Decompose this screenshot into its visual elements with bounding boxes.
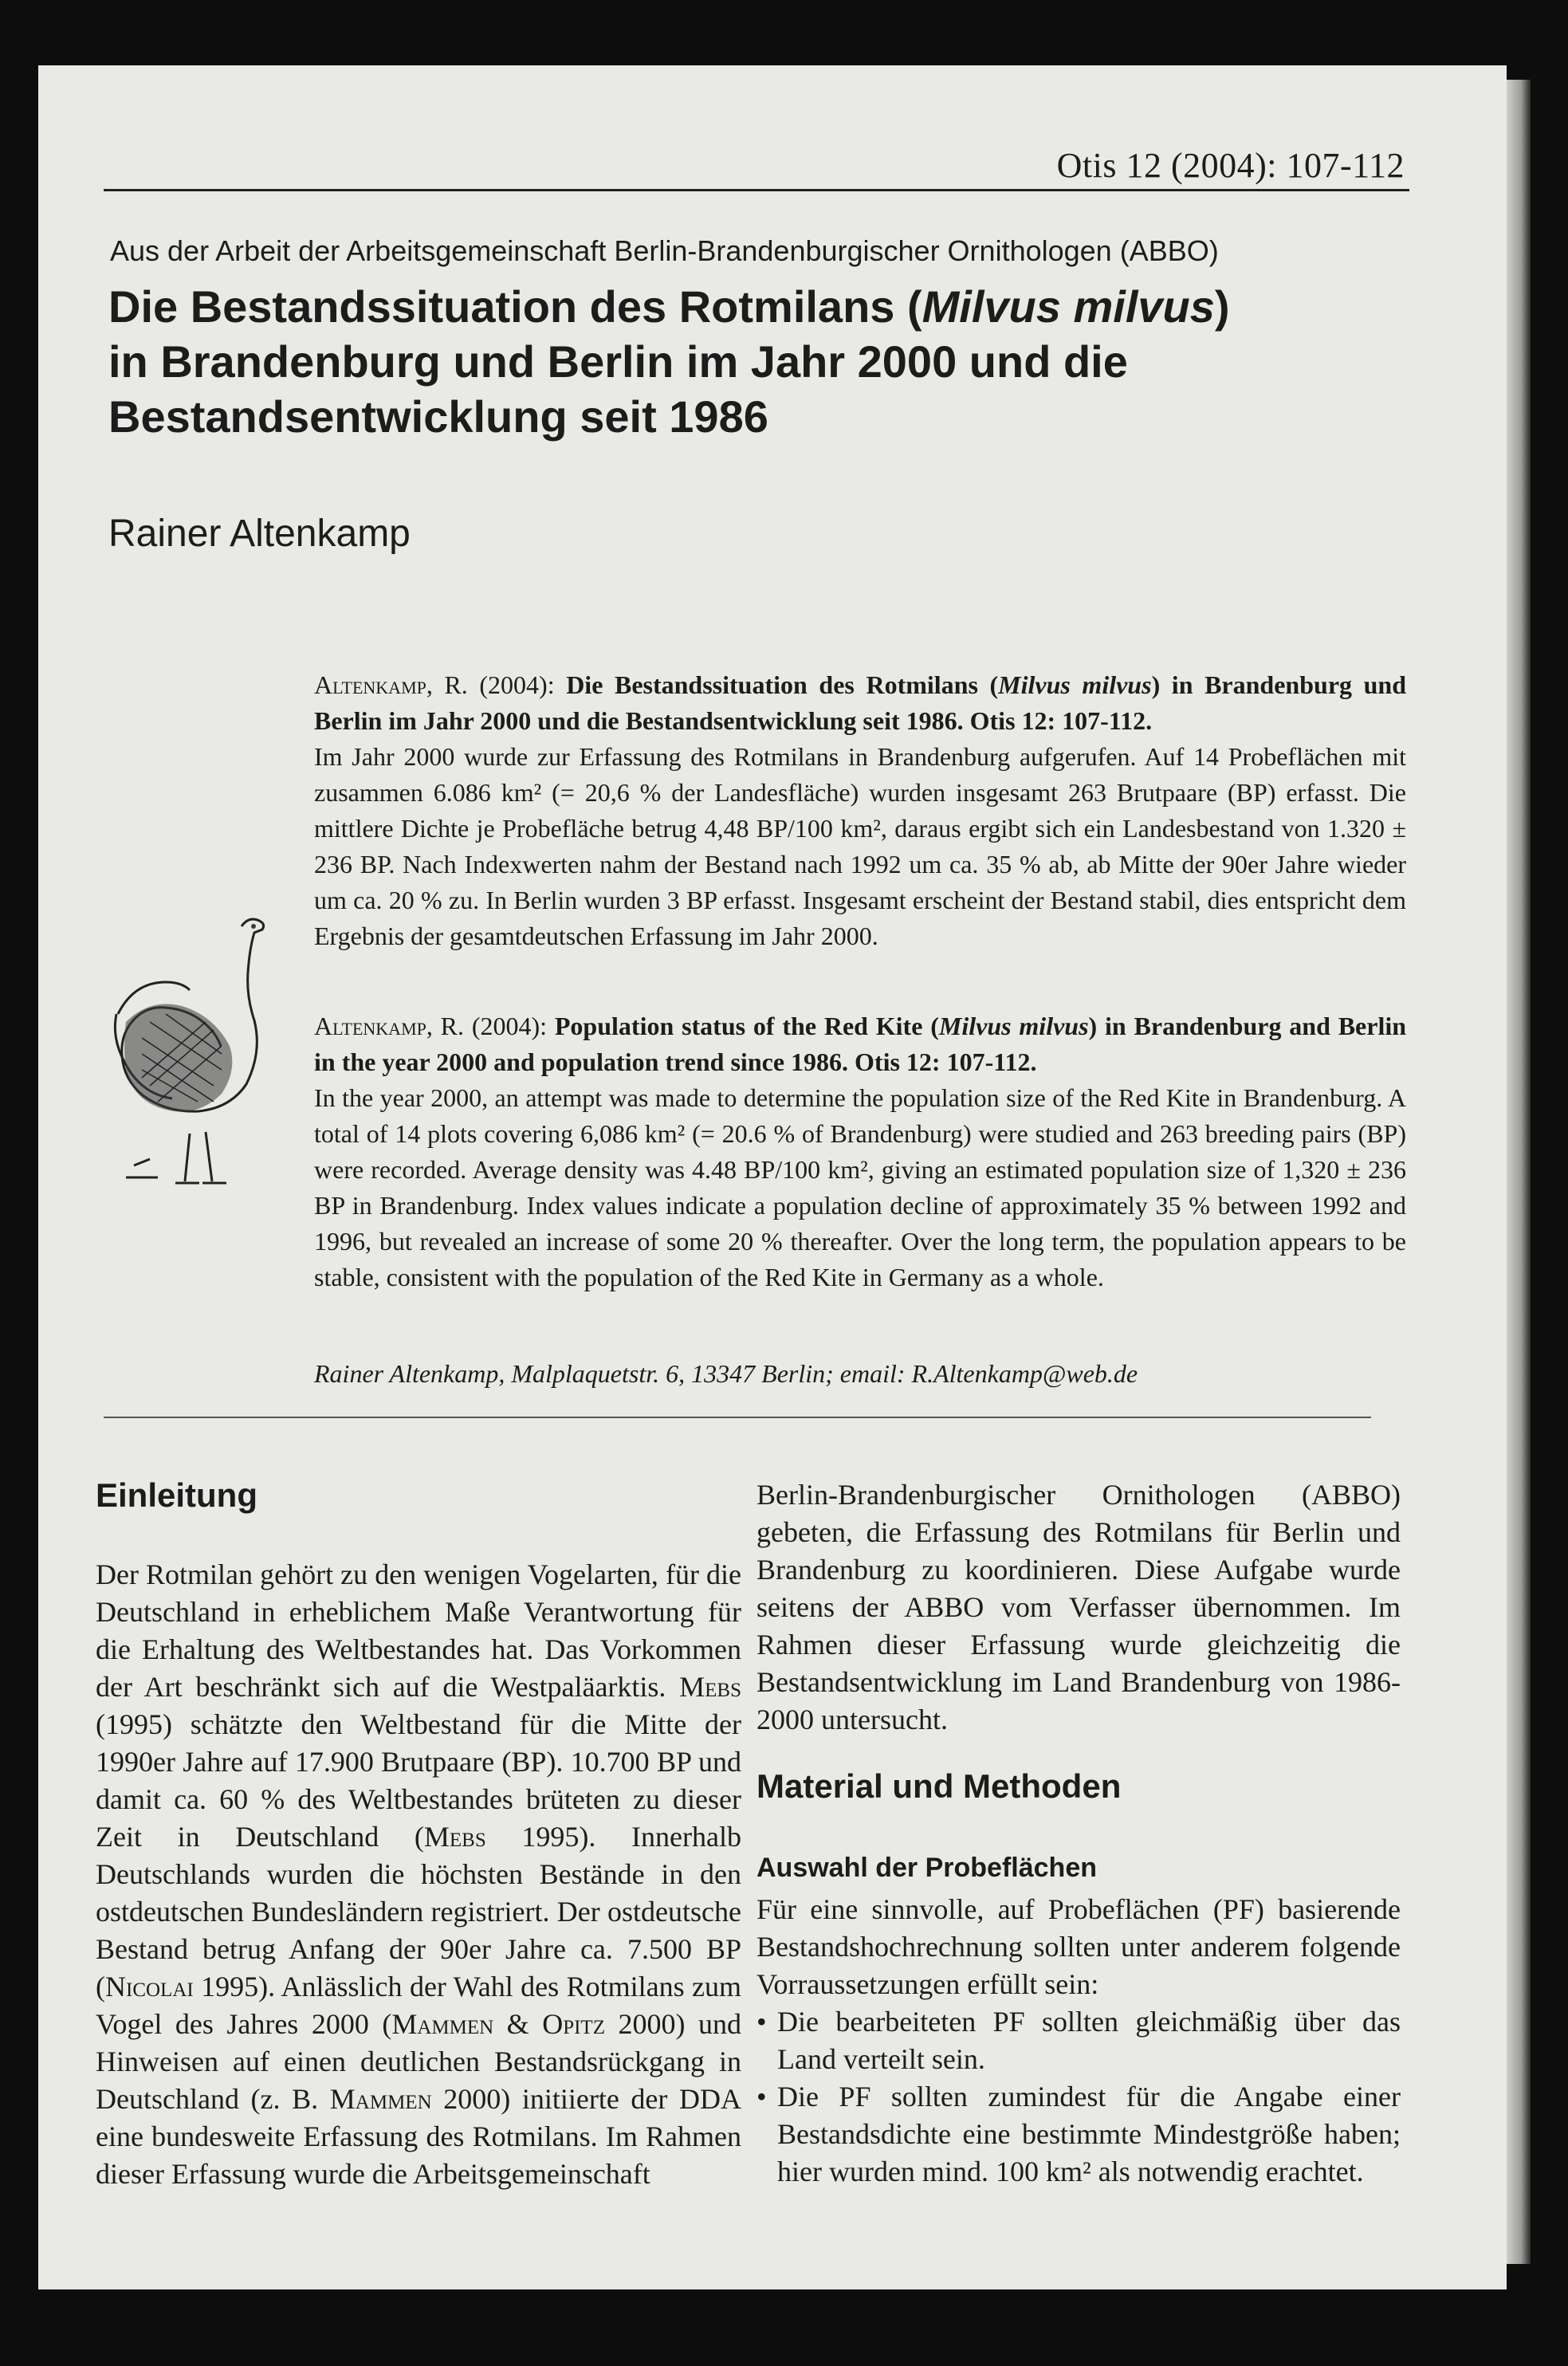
article-title xyxy=(108,279,1384,444)
abstract-en-ref-species: Milvus milvus xyxy=(938,1012,1089,1040)
bleed-through-text: ⠀ xyxy=(62,142,86,178)
list-item: • Die PF sollten zumindest für die Angabe einer Bestandsdichte eine bestimmte Mindestgröße haben; hier wurden mind. 100 km² als notwendig erachtet. xyxy=(756,2078,1401,2191)
einleitung-text xyxy=(96,1556,741,2193)
title-species: Milvus milvus xyxy=(922,281,1215,332)
criteria-list xyxy=(756,2003,1401,2191)
einleitung-continued xyxy=(756,1476,1401,1739)
bustard-logo-icon xyxy=(102,894,301,1197)
einleitung-p3: 1995). Innerhalb Deutschlands wurden die höchsten Bestände in den ostdeutschen Bundesländern registriert. Der ostdeutsche Bestand betrug Anfang der 90er Jahre ca. 7.500 BP ( xyxy=(96,1821,741,2002)
list-item: • Die bearbeiteten PF sollten gleichmäßig über das Land verteilt sein. xyxy=(756,2003,1401,2078)
cite-opitz: Opitz xyxy=(542,2008,605,2040)
heading-einleitung: Einleitung xyxy=(96,1476,257,1514)
einleitung-p6: 2000) initiierte der DDA eine bundesweite Erfassung des Rotmilans. Im Rahmen dieser Erfassung wurde die Arbeitsgemeinschaft xyxy=(96,2083,742,2190)
einleitung-continued-text: Berlin-Brandenburgischer Ornithologen (ABBO) gebeten, die Erfassung des Rotmilans für Berlin und Brandenburg zu koordinieren. Diese Aufgabe wurde seitens der ABBO vom Verfasser übernommen. Im Rahmen dieser Erfassung wurde gleichzeitig die Bestandsentwicklung im Land Brandenburg von 1986-2000 untersucht. xyxy=(756,1479,1401,1735)
abstract-de-ref-author: Altenkamp, R. (2004): xyxy=(314,670,567,699)
einleitung-p2: (1995) schätzte den Weltbestand für die Mitte der 1990er Jahre auf 17.900 Brutpaare (BP). 10.700 BP und damit ca. 60 % des Weltbestandes brüteten zu dieser Zeit in Deutschland ( xyxy=(96,1708,741,1853)
subheading-auswahl: Auswahl der Probeflächen xyxy=(756,1853,1097,1883)
abstract-en-ref-title-pre: Population status of the Red Kite ( xyxy=(554,1012,939,1040)
title-line2: in Brandenburg und Berlin im Jahr 2000 und die xyxy=(108,336,1128,387)
page-edge-shadow xyxy=(1507,80,1531,2264)
methoden-text xyxy=(756,1891,1401,2191)
abstract-de-ref-title-post: ) in Brandenburg und Berlin im Jahr 2000 und die Bestandsentwicklung seit 1986. Otis 12: 107-112. xyxy=(314,670,1407,735)
einleitung-paragraph xyxy=(96,1556,741,2193)
einleitung-p4: 1995). Anlässlich der Wahl des Rotmilans zum Vogel des Jahres 2000 ( xyxy=(96,1971,741,2040)
abstract-english xyxy=(314,1008,1406,1295)
abstract-de-body: Im Jahr 2000 wurde zur Erfassung des Rotmilans in Brandenburg aufgerufen. Auf 14 Probeflächen mit zusammen 6.086 km² (= 20,6 % der Landesfläche) wurden insgesamt 263 Brutpaare (BP) erfasst. Die mittlere Dichte je Probefläche betrug 4,48 BP/100 km², daraus ergibt sich ein Landesbestand von 1.320 ± 236 BP. Nach Indexwerten nahm der Bestand nach 1992 um ca. 35 % ab, ab Mitte der 90er Jahre wieder um ca. 20 % zu. In Berlin wurden 3 BP erfasst. Insgesamt erscheint der Bestand stabil, dies entspricht dem Ergebnis der gesamtdeutschen Erfassung im Jahr 2000. xyxy=(314,742,1406,950)
cite-mebs-2: Mebs xyxy=(423,1821,486,1853)
einleitung-p5: 2000) und Hinweisen auf einen deutlichen Bestandsrückgang in Deutschland (z. B. xyxy=(96,2008,741,2115)
cite-mammen: Mammen xyxy=(391,2008,494,2040)
series-kicker: Aus der Arbeit der Arbeitsgemeinschaft Berlin-Brandenburgischer Ornithologen (ABBO) xyxy=(110,234,1219,267)
cite-nicolai: Nicolai xyxy=(105,1971,194,2002)
title-line3: Bestandsentwicklung seit 1986 xyxy=(108,391,768,442)
methoden-intro: Für eine sinnvolle, auf Probeflächen (PF) basierende Bestandshochrechnung sollten unter anderem folgende Vorraussetzungen erfüllt sein: xyxy=(756,1893,1401,2000)
journal-page xyxy=(38,65,1507,2289)
abstract-en-ref-author: Altenkamp, R. (2004): xyxy=(314,1012,555,1040)
title-line1-pre: Die Bestandssituation des Rotmilans ( xyxy=(108,281,922,332)
abstract-en-body: In the year 2000, an attempt was made to determine the population size of the Red Kite in Brandenburg. A total of 14 plots covering 6,086 km² (= 20.6 % of Brandenburg) were studied and 263 breeding pairs (BP) were recorded. Average density was 4.48 BP/100 km², giving an estimated population size of 1,320 ± 236 BP in Brandenburg. Index values indicate a population decline of approximately 35 % between 1992 and 1996, but revealed an increase of some 20 % thereafter. Over the long term, the population appears to be stable, consistent with the population of the Red Kite in Germany as a whole. xyxy=(314,1083,1406,1291)
author-name: Rainer Altenkamp xyxy=(108,513,411,555)
header-rule xyxy=(104,189,1409,191)
heading-material-methoden: Material und Methoden xyxy=(756,1767,1122,1805)
author-address: Rainer Altenkamp, Malplaquetstr. 6, 13347 Berlin; email: R.Altenkamp@web.de xyxy=(314,1359,1138,1388)
abstract-en-ref-title-post: ) in Brandenburg and Berlin in the year 2000 and population trend since 1986. Otis 12: 107-112. xyxy=(314,1012,1407,1076)
abstract-german xyxy=(314,667,1406,954)
abstract-de-ref-title-pre: Die Bestandssituation des Rotmilans ( xyxy=(566,670,999,699)
cite-ampersand: & xyxy=(493,2008,543,2040)
abstract-de-ref-species: Milvus milvus xyxy=(998,670,1152,699)
abstract-divider xyxy=(104,1417,1371,1418)
cite-mebs: Mebs xyxy=(679,1671,741,1703)
einleitung-p1: Der Rotmilan gehört zu den wenigen Vogelarten, für die Deutschland in erheblichem Maße Verantwortung für die Erhaltung des Weltbestandes hat. Das Vorkommen der Art beschränkt sich auf die Westpaläarktis. xyxy=(96,1558,741,1703)
title-line1-post: ) xyxy=(1214,281,1230,332)
cite-mammen-2: Mammen xyxy=(329,2083,432,2115)
journal-reference: Otis 12 (2004): 107-112 xyxy=(1056,146,1405,185)
